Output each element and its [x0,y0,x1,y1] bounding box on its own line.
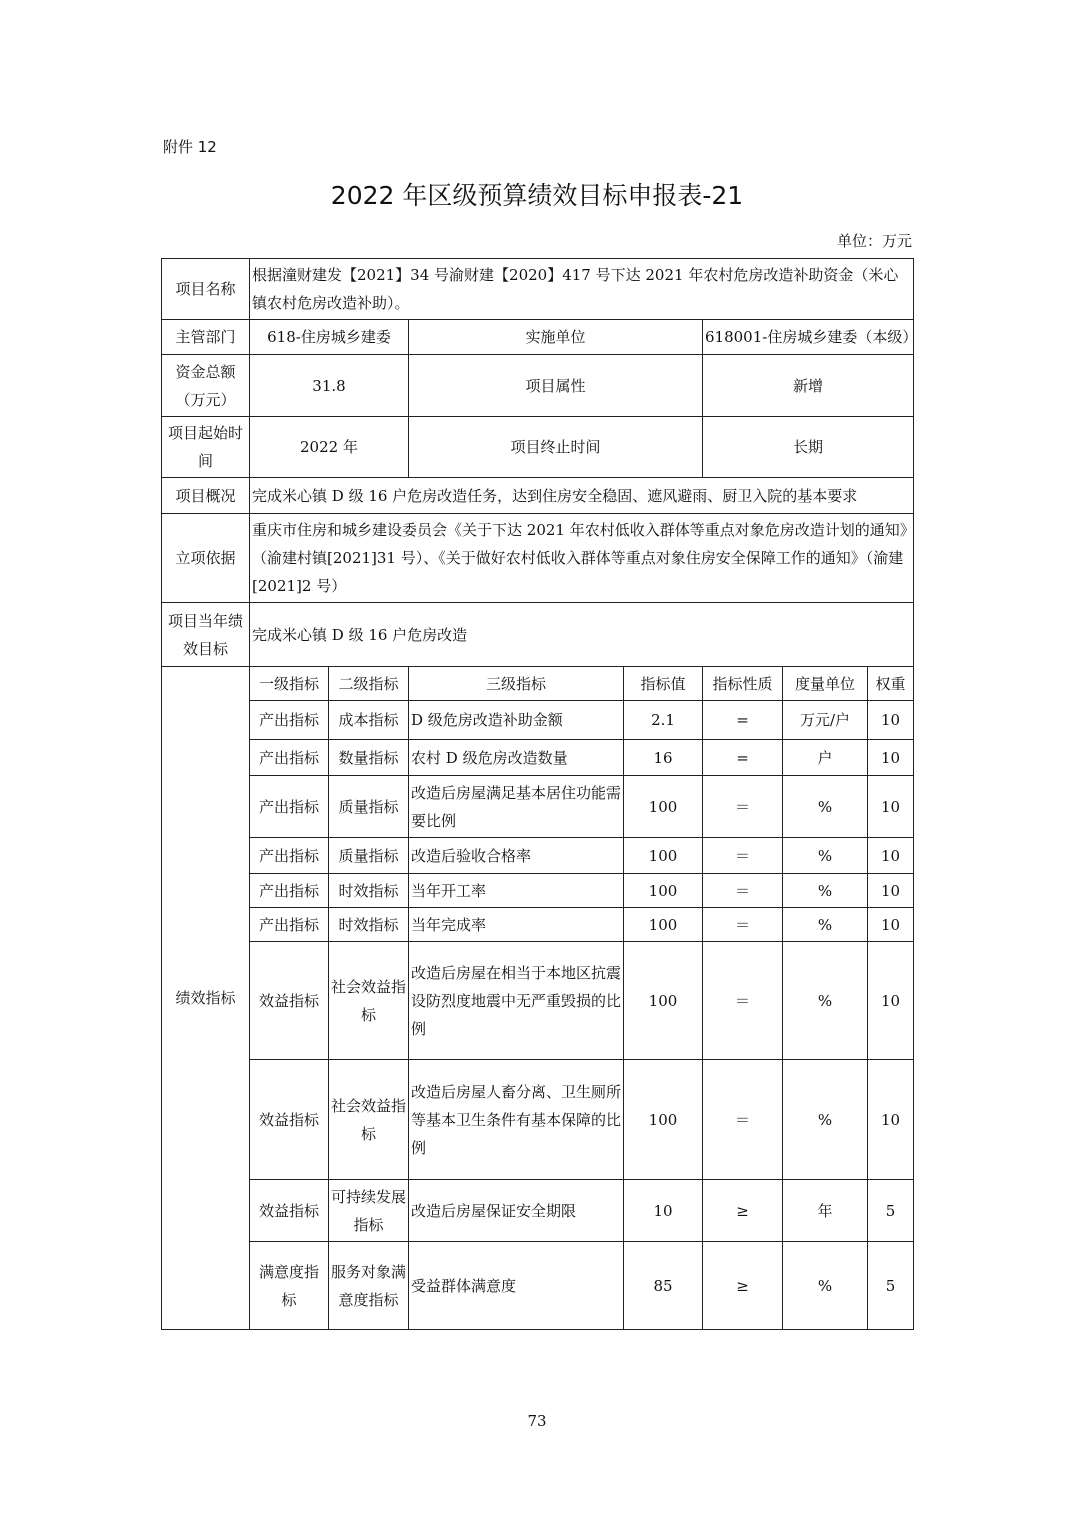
indicator-level2: 时效指标 [329,908,409,942]
indicator-nature: ＝ [703,838,783,874]
dept-value: 618-住房城乡建委 [250,320,409,355]
indicator-weight: 10 [868,838,914,874]
indicator-nature: ＝ [703,942,783,1060]
indicator-row [162,942,914,1060]
indicator-level2: 质量指标 [329,776,409,838]
indicator-level2: 社会效益指标 [329,942,409,1060]
impl-value: 618001-住房城乡建委（本级） [703,320,914,355]
indicator-unit: % [783,776,868,838]
page-title: 2022 年区级预算绩效目标申报表-21 [330,181,744,210]
indicator-level1: 产出指标 [250,908,329,942]
indicator-value: 16 [624,740,703,776]
indicator-level3: 农村 D 级危房改造数量 [409,740,624,776]
page-number: 73 [527,1412,547,1430]
indicator-row [162,701,914,740]
indicator-nature: ＝ [703,776,783,838]
indicator-level1: 产出指标 [250,874,329,908]
indicator-level3: D 级危房改造补助金额 [409,701,624,740]
indicator-level2: 数量指标 [329,740,409,776]
impl-label: 实施单位 [409,320,703,355]
end-label: 项目终止时间 [409,417,703,478]
indicator-level3: 当年开工率 [409,874,624,908]
indicator-level2: 时效指标 [329,874,409,908]
indicator-nature: ＝ [703,1060,783,1180]
basis-label: 立项依据 [162,514,250,603]
indicator-level1: 效益指标 [250,1180,329,1242]
indicator-row [162,874,914,908]
indicator-value: 100 [624,1060,703,1180]
indicator-nature: ≥ [703,1180,783,1242]
goal-value: 完成米心镇 D 级 16 户危房改造 [250,603,914,667]
indicator-level3: 改造后房屋保证安全期限 [409,1180,624,1242]
attr-value: 新增 [703,355,914,417]
project-name-value: 根据潼财建发【2021】34 号渝财建【2020】417 号下达 2021 年农村危房改造补助资金（米心镇农村危房改造补助）。 [250,259,914,320]
indicator-weight: 10 [868,1060,914,1180]
indicator-level3: 改造后房屋满足基本居住功能需要比例 [409,776,624,838]
header-value: 指标值 [624,667,703,701]
indicator-weight: 10 [868,701,914,740]
indicator-level1: 效益指标 [250,1060,329,1180]
goal-label: 项目当年绩效目标 [162,603,250,667]
indicators-section-label: 绩效指标 [162,667,250,1330]
indicator-level1: 产出指标 [250,701,329,740]
indicator-value: 100 [624,874,703,908]
header-level1: 一级指标 [250,667,329,701]
indicator-weight: 10 [868,776,914,838]
indicator-unit: 户 [783,740,868,776]
fund-value: 31.8 [250,355,409,417]
indicator-nature: = [703,701,783,740]
indicator-level1: 产出指标 [250,776,329,838]
header-level2: 二级指标 [329,667,409,701]
indicator-weight: 10 [868,740,914,776]
indicator-weight: 10 [868,908,914,942]
fund-label: 资金总额（万元） [162,355,250,417]
overview-label: 项目概况 [162,478,250,514]
indicator-level1: 满意度指标 [250,1242,329,1330]
indicator-nature: ＝ [703,908,783,942]
header-level3: 三级指标 [409,667,624,701]
attachment-label: 附件 12 [163,138,217,156]
indicator-row [162,1242,914,1330]
indicator-value: 100 [624,908,703,942]
indicator-level2: 服务对象满意度指标 [329,1242,409,1330]
end-value: 长期 [703,417,914,478]
start-label: 项目起始时间 [162,417,250,478]
attr-label: 项目属性 [409,355,703,417]
indicator-level3: 改造后房屋在相当于本地区抗震设防烈度地震中无严重毁损的比例 [409,942,624,1060]
indicator-row [162,776,914,838]
indicator-unit: % [783,874,868,908]
header-weight: 权重 [868,667,914,701]
indicator-row [162,740,914,776]
indicator-level1: 产出指标 [250,838,329,874]
indicator-unit: % [783,908,868,942]
basis-value: 重庆市住房和城乡建设委员会《关于下达 2021 年农村低收入群体等重点对象危房改造计划的通知》（渝建村镇[2021]31 号）、《关于做好农村低收入群体等重点对象住房安全保障工作的通知》（渝建[2021]2 号） [250,514,914,603]
indicator-row [162,838,914,874]
indicator-value: 100 [624,838,703,874]
indicator-row [162,1180,914,1242]
header-nature: 指标性质 [703,667,783,701]
indicator-value: 100 [624,942,703,1060]
indicator-value: 2.1 [624,701,703,740]
overview-value: 完成米心镇 D 级 16 户危房改造任务，达到住房安全稳固、遮风避雨、厨卫入院的基本要求 [250,478,914,514]
indicator-weight: 5 [868,1180,914,1242]
indicator-unit: % [783,942,868,1060]
budget-performance-table [161,258,918,1330]
indicator-level3: 改造后验收合格率 [409,838,624,874]
indicator-row [162,1060,914,1180]
indicator-level2: 社会效益指标 [329,1060,409,1180]
indicator-unit: 年 [783,1180,868,1242]
indicator-value: 100 [624,776,703,838]
unit-label: 单位：万元 [836,232,912,250]
indicator-level2: 成本指标 [329,701,409,740]
indicator-row [162,908,914,942]
indicator-level2: 可持续发展指标 [329,1180,409,1242]
indicator-unit: % [783,1242,868,1330]
indicator-nature: = [703,740,783,776]
indicator-level3: 受益群体满意度 [409,1242,624,1330]
indicator-weight: 10 [868,874,914,908]
indicator-value: 10 [624,1180,703,1242]
indicator-nature: ≥ [703,1242,783,1330]
indicator-unit: % [783,838,868,874]
header-unit: 度量单位 [783,667,868,701]
indicator-level1: 效益指标 [250,942,329,1060]
indicator-weight: 10 [868,942,914,1060]
indicator-level2: 质量指标 [329,838,409,874]
project-name-label: 项目名称 [162,259,250,320]
indicator-level1: 产出指标 [250,740,329,776]
indicator-level3: 当年完成率 [409,908,624,942]
indicator-nature: ＝ [703,874,783,908]
dept-label: 主管部门 [162,320,250,355]
indicator-value: 85 [624,1242,703,1330]
indicator-level3: 改造后房屋人畜分离、卫生厕所等基本卫生条件有基本保障的比例 [409,1060,624,1180]
indicator-weight: 5 [868,1242,914,1330]
start-value: 2022 年 [250,417,409,478]
indicator-unit: % [783,1060,868,1180]
indicator-unit: 万元/户 [783,701,868,740]
